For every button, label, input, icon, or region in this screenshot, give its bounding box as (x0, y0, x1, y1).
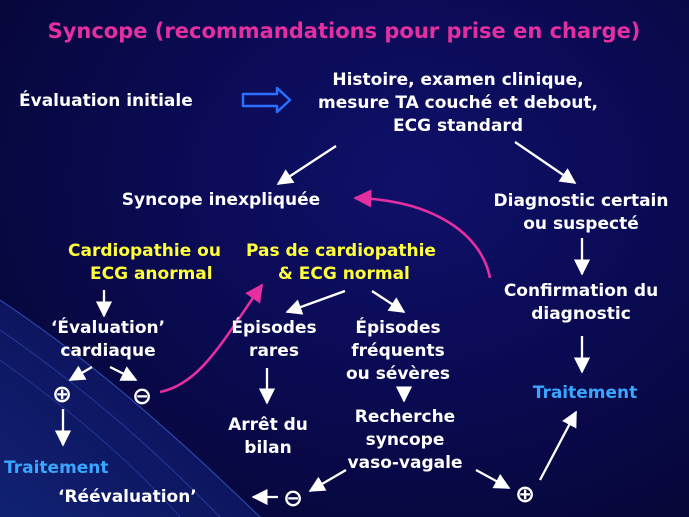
histoire-line-3: ECG standard (393, 116, 523, 136)
confirmation-line-2: diagnostic (531, 304, 631, 324)
cardiopathie-line-1: Cardiopathie ou (68, 241, 221, 261)
recherche-line-1: Recherche (354, 407, 456, 427)
episodes-frequents-line-2: fréquents (351, 341, 445, 361)
episodes-rares-line-2: rares (249, 341, 299, 361)
plus-bottom-icon: ⊕ (514, 480, 536, 508)
evaluation-initiale-label: Évaluation initiale (19, 91, 193, 111)
arrow-histoire-to-diagnostic (515, 142, 575, 183)
arrow-histoire-to-syncope (278, 146, 336, 184)
confirmation-line-1: Confirmation du (503, 281, 659, 301)
recherche-line-3: vaso-vagale (347, 453, 463, 473)
recherche-line-2: syncope (365, 430, 445, 450)
histoire-line-2: mesure TA couché et debout, (318, 93, 598, 113)
syncope-inexpliquee-label: Syncope inexpliquée (121, 190, 321, 210)
arrow-evaluation-to-plus (70, 367, 92, 380)
episodes-frequents-line-3: ou sévères (346, 364, 450, 384)
evaluation-hollow-arrow (243, 88, 290, 112)
evaluation-cardiaque-line-1: ‘Évaluation’ (50, 318, 166, 338)
arrow-recherche-to-minus (310, 470, 346, 491)
arret-bilan-line-1: Arrêt du (228, 415, 308, 435)
diagnostic-certain-line-2: ou suspecté (523, 214, 639, 234)
histoire-line-1: Histoire, examen clinique, (332, 70, 584, 90)
plus-left-icon: ⊕ (51, 380, 73, 408)
arrow-plus-to-traitement-right (540, 412, 576, 480)
arrow-evaluation-to-minus (110, 367, 136, 380)
episodes-frequents-line-1: Épisodes (355, 318, 441, 338)
episodes-rares-line-1: Épisodes (231, 318, 317, 338)
minus-bottom-icon: ⊖ (282, 484, 304, 512)
arrow-normal-to-frequents (372, 291, 404, 312)
traitement-left-label: Traitement (4, 458, 109, 478)
diagnostic-certain-line-1: Diagnostic certain (493, 191, 669, 211)
page-title: Syncope (recommandations pour prise en charge) (47, 19, 641, 43)
arrow-normal-to-rares (287, 291, 345, 312)
pas-cardiopathie-line-2: & ECG normal (278, 264, 410, 284)
reevaluation-label: ‘Réévaluation’ (58, 487, 197, 507)
evaluation-cardiaque-line-2: cardiaque (60, 341, 156, 361)
cardiopathie-line-2: ECG anormal (90, 264, 213, 284)
traitement-right-label: Traitement (532, 383, 638, 403)
arrow-recherche-to-plus (476, 470, 509, 488)
minus-left-icon: ⊖ (131, 382, 153, 410)
arret-bilan-line-2: bilan (244, 438, 292, 458)
pas-cardiopathie-line-1: Pas de cardiopathie (246, 241, 436, 261)
